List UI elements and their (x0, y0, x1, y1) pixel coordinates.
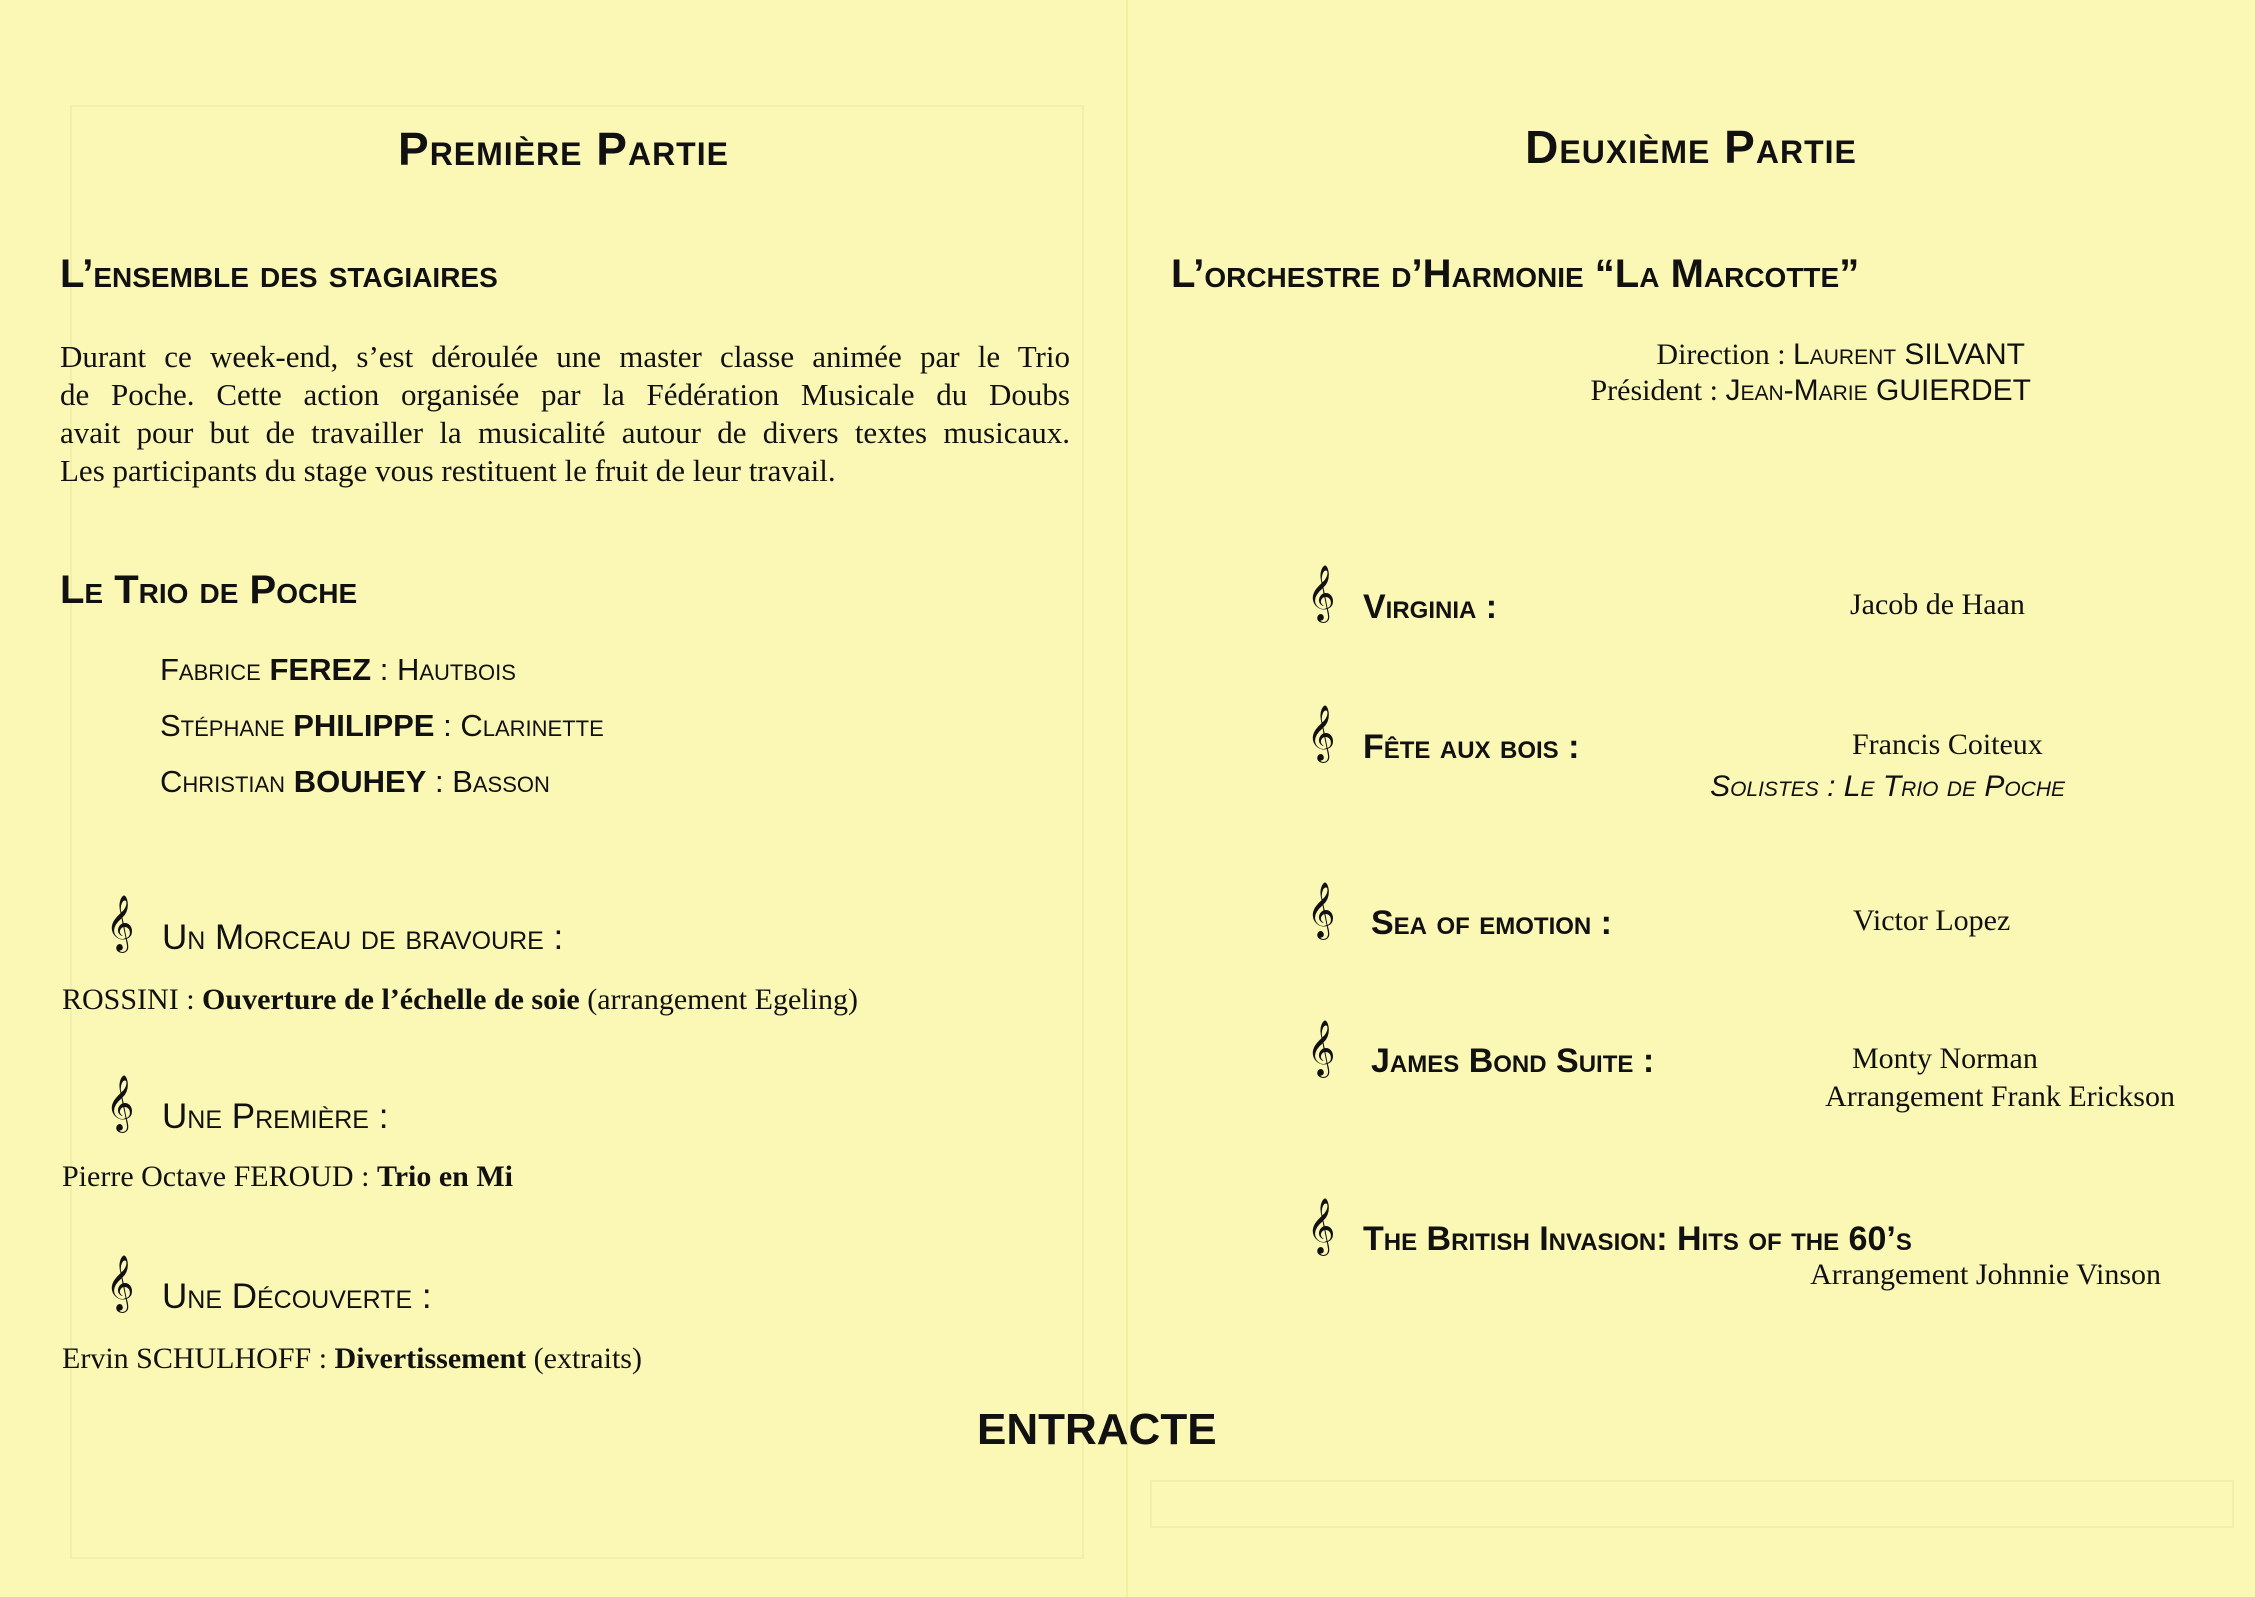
work-composer: Francis Coiteux (1852, 728, 2043, 761)
piece-composer: ROSSINI (62, 983, 179, 1016)
work-title: Virginia : (1363, 588, 1498, 626)
work-title: Fête aux bois : (1363, 728, 1580, 766)
member-instrument: Hautbois (396, 652, 516, 687)
treble-clef-icon: 𝄞 (1307, 705, 1336, 761)
work-arrangement: Arrangement Frank Erickson (1825, 1080, 2175, 1113)
trio-heading: Le Trio de Poche (60, 568, 358, 612)
treble-clef-icon: 𝄞 (106, 1255, 135, 1311)
right-page (1127, 0, 2255, 1597)
work-title: Sea of emotion : (1371, 904, 1613, 942)
treble-clef-icon: 𝄞 (106, 895, 135, 951)
work-composer: Monty Norman (1852, 1042, 2038, 1075)
paragraph-line: Les participants du stage vous restituent le fruit de leur travail. (60, 453, 836, 488)
work-title: James Bond Suite : (1371, 1042, 1655, 1080)
piece-composer: Ervin SCHULHOFF (62, 1342, 312, 1375)
paragraph-line: de Poche. Cette action organisée par la Fédération Musicale du Doubs (60, 377, 1070, 412)
member-last: PHILIPPE (293, 708, 435, 743)
treble-clef-icon: 𝄞 (1307, 565, 1336, 621)
piece-heading: Une Première : (162, 1097, 389, 1136)
paragraph-line: avait pour but de travailler la musicalité autour de divers textes musicaux. (60, 415, 1070, 450)
work-title: The British Invasion: Hits of the 60’s (1363, 1220, 1912, 1258)
direction-label: Direction : (1656, 338, 1786, 371)
entracte-label: ENTRACTE (977, 1405, 1217, 1454)
member-first: Fabrice (160, 652, 261, 687)
paragraph-line: Durant ce week-end, s’est déroulée une master classe animée par le Trio (60, 339, 1070, 374)
direction-line (1656, 338, 2025, 372)
member-first: Christian (160, 764, 286, 799)
piece-detail: ROSSINI : Ouverture de l’échelle de soie (arrangement Egeling) (62, 983, 858, 1016)
president-line (1590, 374, 2031, 408)
ensemble-heading: L’ensemble des stagiaires (60, 252, 498, 296)
member-first: Stéphane (160, 708, 285, 743)
piece-composer: Pierre Octave FEROUD (62, 1160, 354, 1193)
member-last: FEREZ (269, 652, 372, 687)
treble-clef-icon: 𝄞 (1307, 1020, 1336, 1076)
orchestra-heading: L’orchestre d’Harmonie “La Marcotte” (1171, 252, 1860, 296)
member-last: BOUHEY (293, 764, 427, 799)
piece-work: Divertissement (334, 1342, 527, 1375)
president-name: Jean-Marie GUIERDET (1725, 374, 2031, 407)
member-instrument: Basson (452, 764, 550, 799)
member-row: Stéphane PHILIPPE : Clarinette (160, 708, 604, 743)
treble-clef-icon: 𝄞 (1307, 882, 1336, 938)
ensemble-paragraph (60, 338, 1070, 490)
left-page (0, 0, 1127, 1597)
piece-work: Trio en Mi (376, 1160, 514, 1193)
treble-clef-icon: 𝄞 (106, 1075, 135, 1131)
work-composer: Jacob de Haan (1850, 588, 2025, 621)
piece-note: (arrangement Egeling) (587, 983, 858, 1016)
member-row: Christian BOUHEY : Basson (160, 764, 550, 799)
work-arrangement: Arrangement Johnnie Vinson (1810, 1258, 2161, 1291)
member-row: Fabrice FEREZ : Hautbois (160, 652, 516, 687)
piece-heading: Un Morceau de bravoure : (162, 918, 564, 957)
direction-name: Laurent SILVANT (1793, 338, 2025, 371)
member-instrument: Clarinette (460, 708, 604, 743)
second-part-title: Deuxième Partie (1525, 121, 1857, 173)
work-composer: Victor Lopez (1853, 904, 2011, 937)
work-soloists: Solistes : Le Trio de Poche (1710, 770, 2065, 803)
piece-detail: Pierre Octave FEROUD : Trio en Mi (62, 1160, 514, 1193)
president-label: Président : (1590, 374, 1718, 407)
piece-note: (extraits) (533, 1342, 642, 1375)
treble-clef-icon: 𝄞 (1307, 1198, 1336, 1254)
piece-heading: Une Découverte : (162, 1277, 432, 1316)
piece-detail: Ervin SCHULHOFF : Divertissement (extraits) (62, 1342, 642, 1375)
piece-work: Ouverture de l’échelle de soie (202, 983, 580, 1016)
first-part-title: Première Partie (398, 123, 729, 175)
